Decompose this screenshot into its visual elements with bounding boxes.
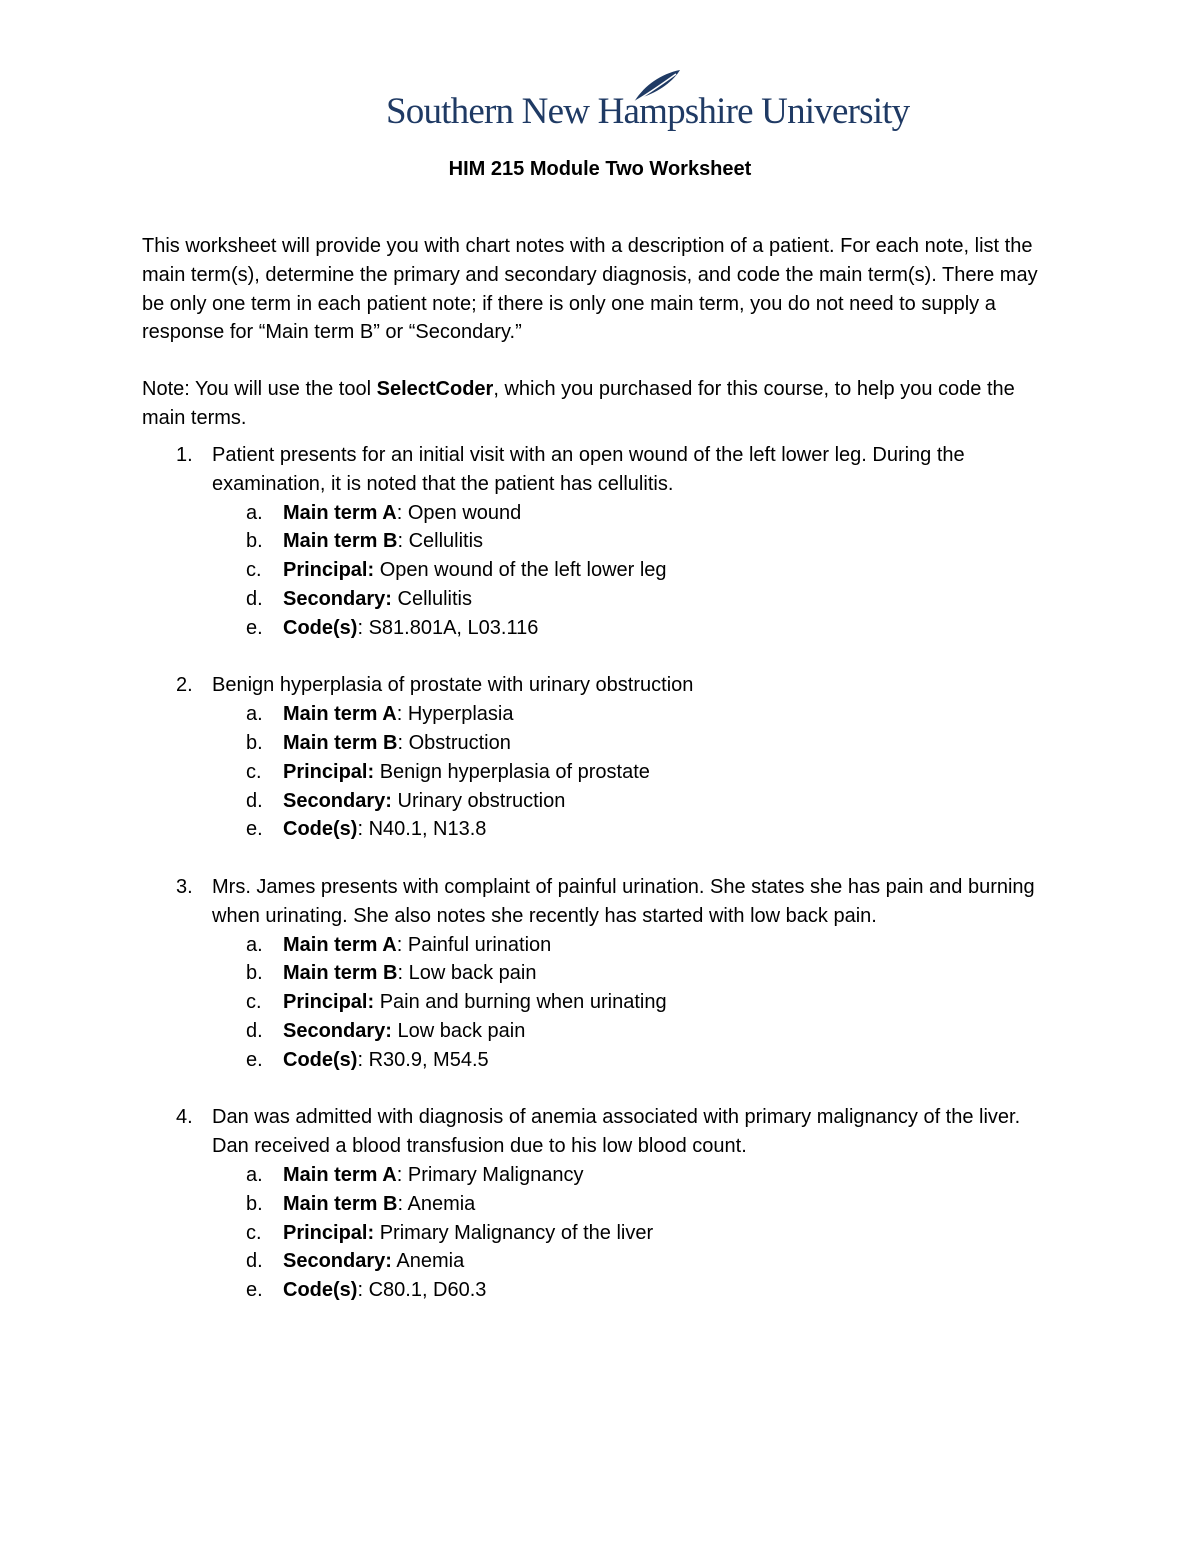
question-text: Mrs. James presents with complaint of painful urination. She states she has pain and burning when urinating. She also notes she recently has started with low back pain. — [212, 875, 1035, 927]
note-suffix: , which you purchased for this course, to help you code the main terms. — [142, 378, 1015, 429]
label-codes: Code(s) — [283, 1048, 358, 1071]
label-main-term-b: Main term B — [283, 731, 398, 754]
answer-codes: e. Code(s): N40.1, N13.8 — [246, 818, 487, 841]
question-3 — [142, 873, 1052, 1075]
value-main-term-a: Primary Malignancy — [407, 1163, 584, 1186]
label-secondary: Secondary: — [283, 587, 392, 610]
label-main-term-a: Main term A — [283, 501, 397, 524]
value-main-term-a: Open wound — [407, 501, 522, 524]
page-title: HIM 215 Module Two Worksheet — [448, 158, 752, 180]
question-list — [142, 441, 1052, 1334]
tool-name: SelectCoder — [376, 378, 494, 400]
label-main-term-b: Main term B — [283, 530, 398, 553]
answer-principal: c. Principal: Benign hyperplasia of prostate — [246, 760, 650, 783]
value-codes: N40.1, N13.8 — [368, 818, 487, 841]
label-codes: Code(s) — [283, 818, 358, 841]
intro-paragraph: This worksheet will provide you with chart notes with a description of a patient. For each note, list the main term(s), determine the primary and secondary diagnosis, and code the main term(s). There may be only one term in each patient note; if there is only one main term, you do not need to supply a response for “Main term B” or “Secondary.” — [142, 235, 1038, 344]
answer-main-term-a: a. Main term A: Hyperplasia — [246, 703, 514, 726]
answer-main-term-b: b. Main term B: Anemia — [246, 1192, 476, 1215]
value-secondary: Cellulitis — [397, 587, 472, 610]
label-main-term-a: Main term A — [283, 703, 397, 726]
label-main-term-a: Main term A — [283, 1163, 397, 1186]
answer-main-term-a: a. Main term A: Open wound — [246, 501, 522, 524]
value-secondary: Low back pain — [397, 1019, 526, 1042]
label-principal: Principal: — [283, 1221, 375, 1244]
label-main-term-b: Main term B — [283, 962, 398, 985]
answer-principal: c. Principal: Primary Malignancy of the liver — [246, 1221, 654, 1244]
answer-list — [212, 499, 1052, 643]
answer-list — [212, 931, 1052, 1075]
question-number: 1. — [176, 444, 193, 466]
value-codes: S81.801A, L03.116 — [368, 616, 539, 639]
university-logo — [386, 68, 910, 138]
value-codes: C80.1, D60.3 — [368, 1279, 487, 1302]
label-secondary: Secondary: — [283, 1250, 392, 1273]
label-secondary: Secondary: — [283, 789, 392, 812]
value-principal: Benign hyperplasia of prostate — [379, 760, 650, 783]
value-secondary: Anemia — [396, 1250, 465, 1273]
answer-main-term-a: a. Main term A: Painful urination — [246, 933, 552, 956]
answer-list — [212, 700, 1052, 844]
answer-secondary: d. Secondary: Low back pain — [246, 1019, 526, 1042]
label-principal: Principal: — [283, 760, 375, 783]
value-main-term-b: Anemia — [407, 1192, 476, 1215]
question-text: Benign hyperplasia of prostate with urinary obstruction — [212, 674, 694, 697]
label-principal: Principal: — [283, 559, 375, 582]
question-number: 4. — [176, 1106, 193, 1129]
label-codes: Code(s) — [283, 1279, 358, 1302]
question-1 — [142, 441, 1052, 643]
answer-main-term-b: b. Main term B: Low back pain — [246, 962, 537, 985]
answer-principal: c. Principal: Open wound of the left lower leg — [246, 559, 667, 582]
answer-main-term-b: b. Main term B: Cellulitis — [246, 530, 484, 553]
logo-wordmark: Southern New Hampshire University — [386, 91, 910, 132]
note-paragraph — [142, 375, 1052, 433]
value-codes: R30.9, M54.5 — [368, 1048, 489, 1071]
value-principal: Pain and burning when urinating — [379, 991, 667, 1014]
label-secondary: Secondary: — [283, 1019, 392, 1042]
answer-secondary: d. Secondary: Anemia — [246, 1250, 465, 1273]
label-codes: Code(s) — [283, 616, 358, 639]
value-main-term-b: Low back pain — [408, 962, 537, 985]
value-principal: Primary Malignancy of the liver — [379, 1221, 654, 1244]
question-number: 2. — [176, 674, 193, 697]
answer-principal: c. Principal: Pain and burning when urinating — [246, 991, 667, 1014]
question-text: Dan was admitted with diagnosis of anemia associated with primary malignancy of the liver. Dan received a blood transfusion due to his low blood count. — [212, 1106, 1021, 1158]
answer-secondary: d. Secondary: Cellulitis — [246, 587, 472, 610]
answer-codes: e. Code(s): S81.801A, L03.116 — [246, 616, 539, 639]
value-principal: Open wound of the left lower leg — [379, 559, 667, 582]
question-4 — [142, 1103, 1052, 1305]
answer-codes: e. Code(s): C80.1, D60.3 — [246, 1279, 487, 1302]
label-principal: Principal: — [283, 991, 375, 1014]
value-main-term-b: Obstruction — [408, 731, 511, 754]
value-main-term-a: Hyperplasia — [407, 703, 514, 726]
answer-secondary: d. Secondary: Urinary obstruction — [246, 789, 566, 812]
leaf-icon — [630, 68, 682, 104]
answer-codes: e. Code(s): R30.9, M54.5 — [246, 1048, 489, 1071]
question-number: 3. — [176, 875, 193, 898]
label-main-term-a: Main term A — [283, 933, 397, 956]
value-main-term-a: Painful urination — [407, 933, 552, 956]
note-prefix: Note: You will use the tool — [142, 378, 377, 400]
value-main-term-b: Cellulitis — [408, 530, 484, 553]
value-secondary: Urinary obstruction — [397, 789, 566, 812]
question-2 — [142, 671, 1052, 844]
question-text: Patient presents for an initial visit with an open wound of the left lower leg. During the examination, it is noted that the patient has cellulitis. — [212, 444, 965, 495]
answer-main-term-b: b. Main term B: Obstruction — [246, 731, 511, 754]
label-main-term-b: Main term B — [283, 1192, 398, 1215]
answer-main-term-a: a. Main term A: Primary Malignancy — [246, 1163, 584, 1186]
answer-list — [212, 1161, 1052, 1305]
